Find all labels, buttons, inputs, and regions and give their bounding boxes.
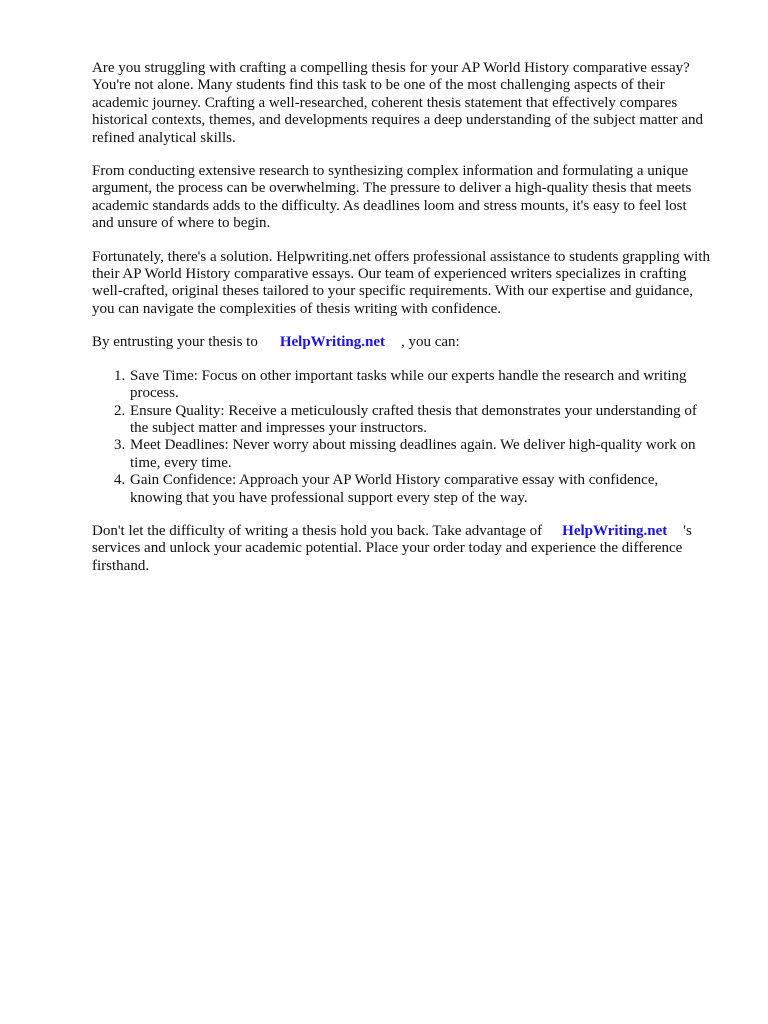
- list-item: 4. Gain Confidence: Approach your AP World History comparative essay with confidence, knowing that you have professional support every step of the way.: [129, 472, 712, 507]
- intro-paragraph: Are you struggling with crafting a compelling thesis for your AP World History comparative essay? You're not alone. Many students find this task to be one of the most challenging aspects of their academic journey. Crafting a well-researched, coherent thesis statement that effectively compares historical contexts, themes, and developments requires a deep understanding of the subject matter and refined analytical skills.: [92, 60, 704, 146]
- entrust-suffix: , you can:: [400, 334, 460, 351]
- closing-prefix: Don't let the difficulty of writing a thesis hold you back. Take advantage of: [92, 522, 543, 539]
- list-item: 2. Ensure Quality: Receive a meticulously crafted thesis that demonstrates your understanding of the subject matter and impresses your instructors.: [129, 403, 712, 438]
- solution-paragraph: Fortunately, there's a solution. Helpwriting.net offers professional assistance to students grappling with their AP World History comparative essays. Our team of experienced writers specializes in crafting well-crafted, original theses tailored to your specific requirements. With our expertise and guidance, you can navigate the complexities of thesis writing with confidence.: [92, 248, 711, 317]
- entrust-prefix: By entrusting your thesis to: [92, 334, 258, 351]
- document-page: [92, 60, 712, 591]
- list-item: 1. Save Time: Focus on other important tasks while our experts handle the research and writing process.: [129, 368, 712, 403]
- list-item: 3. Meet Deadlines: Never worry about missing deadlines again. We deliver high-quality work on time, every time.: [129, 437, 712, 472]
- helpwriting-link[interactable]: HelpWriting.net: [279, 334, 385, 351]
- entrust-paragraph: [92, 334, 712, 351]
- closing-suffix: 's services and unlock your academic potential. Place your order today and experience the difference firsthand.: [92, 522, 692, 574]
- closing-paragraph: [92, 523, 712, 575]
- process-paragraph: From conducting extensive research to synthesizing complex information and formulating a unique argument, the process can be overwhelming. The pressure to deliver a high-quality thesis that meets academic standards adds to the difficulty. As deadlines loom and stress mounts, it's easy to feel lost and unsure of where to begin.: [92, 163, 692, 232]
- benefits-list: [92, 368, 712, 507]
- helpwriting-link-closing[interactable]: HelpWriting.net: [562, 522, 668, 539]
